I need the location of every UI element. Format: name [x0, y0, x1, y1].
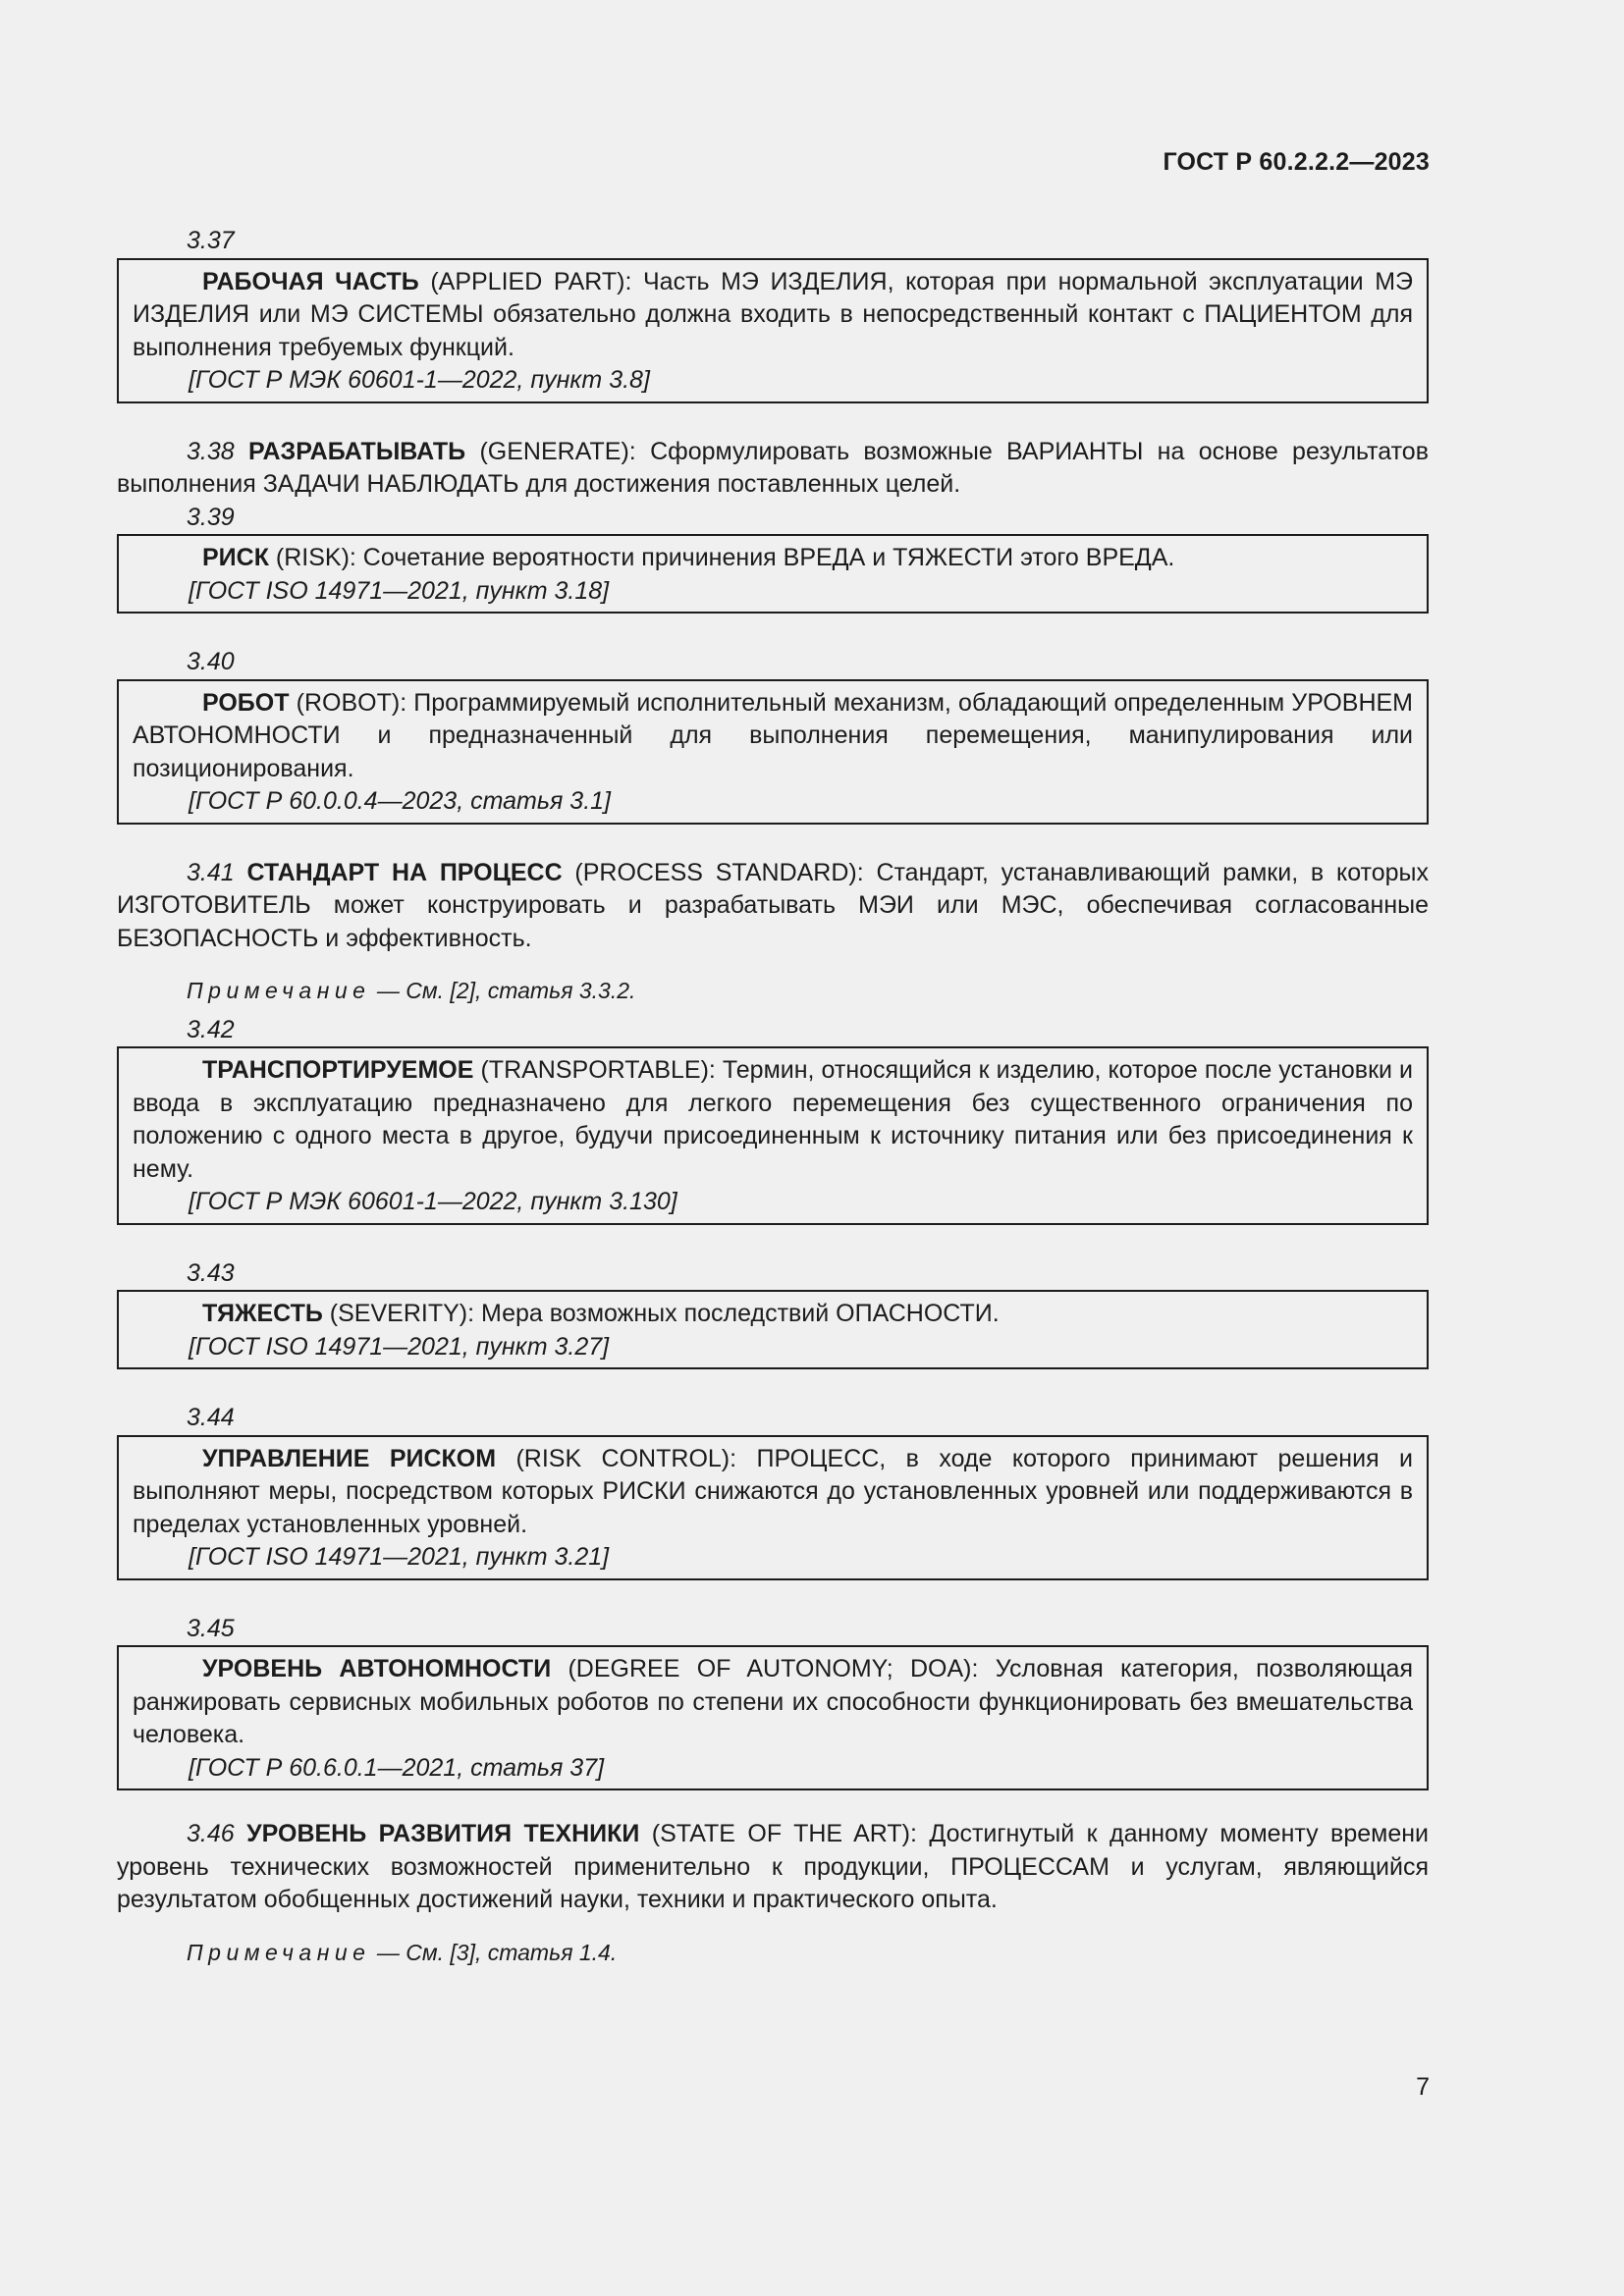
term-3-41: СТАНДАРТ НА ПРОЦЕСС: [246, 858, 563, 886]
definition-box-3-39: [117, 534, 1429, 614]
term-3-39: РИСК: [202, 544, 269, 571]
note-label-3-46: Примечание: [187, 1939, 371, 1965]
entry-number-3-41: 3.41: [187, 858, 235, 886]
note-text-3-46: — См. [3], статья 1.4.: [370, 1939, 618, 1965]
entry-number-3-42: 3.42: [187, 1015, 235, 1043]
page-content: [117, 225, 1429, 1975]
definition-text-3-41: [117, 857, 1429, 956]
definition-body-3-43: (SEVERITY): Мера возможных последствий ОПАСНОСТИ.: [322, 1300, 1000, 1327]
definition-body-3-46: (STATE OF THE ART): Достигнутый к данному моменту времени уровень технических возможностей применительно к продукции, ПРОЦЕССАМ и услугам, являющийся результатом обобщенных достижений науки, техники и практического опыта.: [117, 1820, 1429, 1913]
reference-3-42: [ГОСТ Р МЭК 60601-1—2022, пункт 3.130]: [189, 1188, 677, 1215]
definition-body-3-42: (TRANSPORTABLE): Термин, относящийся к изделию, которое после установки и ввода в эксплуатацию предназначено для легкого перемещения без существенного ограничения по положению с одного места в другое, будучи присоединенным к источнику питания или без присоединения к нему.: [133, 1056, 1413, 1183]
entry-number-3-37: 3.37: [187, 227, 235, 254]
term-3-38: РАЗРАБАТЫВАТЬ: [248, 437, 466, 465]
definition-text-3-38: [117, 436, 1429, 502]
definition-box-3-43: [117, 1290, 1429, 1369]
note-3-41: [117, 975, 1429, 1008]
definition-box-3-42: [117, 1046, 1429, 1225]
definition-box-3-37: [117, 258, 1429, 403]
reference-3-45: [ГОСТ Р 60.6.0.1—2021, статья 37]: [189, 1753, 605, 1782]
definition-body-3-37: (APPLIED PART): Часть МЭ ИЗДЕЛИЯ, которая при нормальной эксплуатации МЭ ИЗДЕЛИЯ или МЭ СИСТЕМЫ обязательно должна входить в непосредственный контакт с ПАЦИЕНТОМ для выполнения требуемых функций.: [133, 267, 1413, 361]
entry-number-3-43: 3.43: [187, 1258, 235, 1287]
definition-text-3-44: [133, 1443, 1413, 1542]
entry-number-3-45: 3.45: [187, 1614, 235, 1642]
term-3-40: РОБОТ: [202, 688, 290, 717]
term-3-42: ТРАНСПОРТИРУЕМОЕ: [202, 1056, 474, 1084]
definition-text-3-43: [133, 1298, 1413, 1331]
definition-text-3-45: [133, 1653, 1413, 1752]
note-text-3-41: — См. [2], статья 3.3.2.: [370, 978, 636, 1003]
reference-3-44: [ГОСТ ISO 14971—2021, пункт 3.21]: [189, 1543, 610, 1571]
term-3-46: УРОВЕНЬ РАЗВИТИЯ ТЕХНИКИ: [246, 1820, 640, 1847]
definition-text-3-40: [133, 687, 1413, 786]
definition-body-3-40: (ROBOT): Программируемый исполнительный механизм, обладающий определенным УРОВНЕМ АВТОНОМНОСТИ и предназначенный для выполнения перемещения, манипулирования или позиционирования.: [133, 688, 1413, 782]
definition-box-3-45: [117, 1645, 1429, 1790]
entry-number-3-40: 3.40: [187, 648, 235, 675]
note-3-46: [117, 1937, 1429, 1970]
reference-3-39: [ГОСТ ISO 14971—2021, пункт 3.18]: [189, 576, 610, 605]
entry-number-3-46: 3.46: [187, 1820, 235, 1847]
note-label-3-41: Примечание: [187, 978, 371, 1003]
definition-body-3-39: (RISK): Сочетание вероятности причинения ВРЕДА и ТЯЖЕСТИ этого ВРЕДА.: [268, 544, 1175, 571]
document-header: ГОСТ Р 60.2.2.2—2023: [1163, 148, 1430, 176]
definition-body-3-41: (PROCESS STANDARD): Стандарт, устанавливающий рамки, в которых ИЗГОТОВИТЕЛЬ может конструировать и разрабатывать МЭИ или МЭС, обеспечивая согласованные БЕЗОПАСНОСТЬ и эффективность.: [117, 858, 1429, 952]
page-number: 7: [1416, 2073, 1430, 2101]
term-3-37: РАБОЧАЯ ЧАСТЬ: [202, 267, 419, 295]
definition-text-3-39: [133, 542, 1413, 575]
definition-body-3-44: (RISK CONTROL): ПРОЦЕСС, в ходе которого принимают решения и выполняют меры, посредством которых РИСКИ снижаются до установленных уровней или поддерживаются в пределах установленных уровней.: [133, 1444, 1413, 1538]
reference-3-37: [ГОСТ Р МЭК 60601-1—2022, пункт 3.8]: [189, 366, 650, 394]
definition-box-3-44: [117, 1435, 1429, 1580]
reference-3-40: [ГОСТ Р 60.0.0.4—2023, статья 3.1]: [189, 787, 612, 815]
definition-text-3-42: [133, 1054, 1413, 1186]
term-3-44: УПРАВЛЕНИЕ РИСКОМ: [202, 1444, 497, 1472]
definition-text-3-37: [133, 266, 1413, 365]
entry-number-3-38: 3.38: [187, 437, 235, 465]
term-3-45: УРОВЕНЬ АВТОНОМНОСТИ: [202, 1655, 552, 1682]
term-3-43: ТЯЖЕСТЬ: [202, 1300, 323, 1327]
definition-text-3-46: [117, 1818, 1429, 1917]
entry-number-3-44: 3.44: [187, 1404, 235, 1431]
definition-body-3-38: (GENERATE): Сформулировать возможные ВАРИАНТЫ на основе результатов выполнения ЗАДАЧИ НАБЛЮДАТЬ для достижения поставленных целей.: [117, 437, 1429, 498]
reference-3-43: [ГОСТ ISO 14971—2021, пункт 3.27]: [189, 1332, 610, 1361]
definition-box-3-40: [117, 679, 1429, 825]
definition-body-3-45: (DEGREE OF AUTONOMY; DOA): Условная категория, позволяющая ранжировать сервисных мобильных роботов по степени их способности функционировать без вмешательства человека.: [133, 1655, 1413, 1748]
entry-number-3-39: 3.39: [187, 503, 235, 531]
